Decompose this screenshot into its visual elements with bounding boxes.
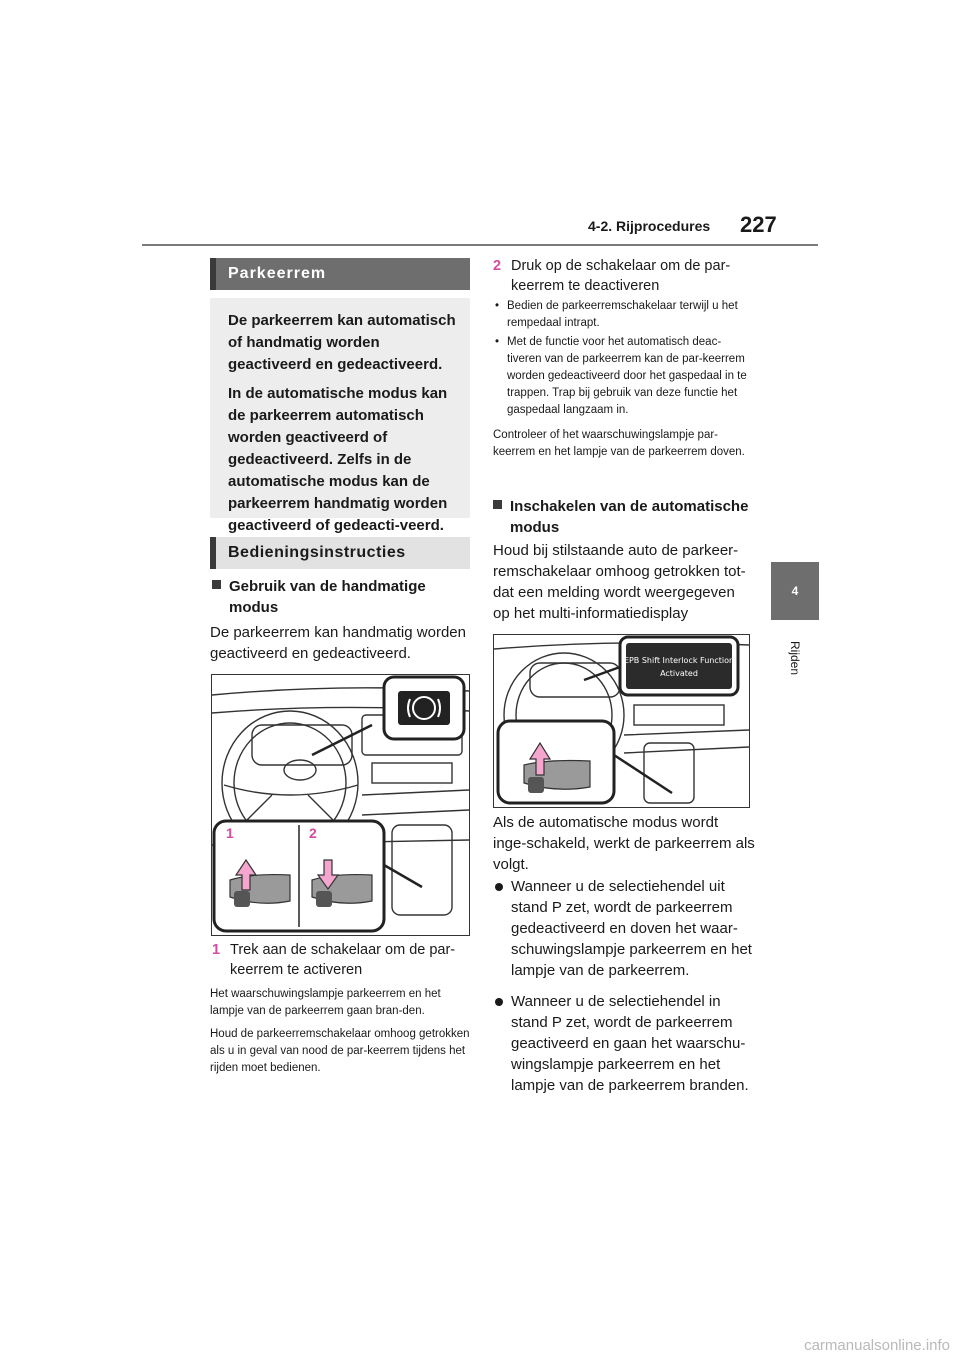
right-note: Controleer of het waarschuwingslampje par-keerrem en het lampje van de parkeerrem doven.: [493, 429, 745, 458]
heading-bedieningsinstructies: Bedieningsinstructies: [210, 537, 470, 569]
step-1: [212, 940, 470, 980]
subhead-handmatige-modus: [212, 576, 470, 618]
step-2: [493, 256, 751, 296]
left-notes: [210, 986, 472, 1083]
behavior-item-1: Wanneer u de selectiehendel uit stand P zet, wordt de parkeerrem gedeactiveerd en doven het waar-schuwingslampje parkeerrem en het lampje van de parkeerrem.: [493, 876, 755, 981]
step-2-text: Druk op de schakelaar om de par-keerrem te deactiveren: [511, 258, 731, 294]
section-title: 4-2. Rijprocedures: [588, 218, 711, 234]
square-bullet-icon: [493, 500, 502, 509]
step-1-text: Trek aan de schakelaar om de par-keerrem te activeren: [230, 942, 456, 978]
intro-paragraph-2: In de automatische modus kan de parkeerrem automatisch worden geactiveerd of gedeactiveerd. Zelfs in de automatische modus kan de parkeerrem handmatig worden geactiveerd of gedeacti-veerd.: [228, 385, 448, 534]
chapter-label: [771, 628, 819, 688]
bullet-note-1: • Bedien de parkeerremschakelaar terwijl u het rempedaal intrapt.: [493, 298, 751, 332]
right-bullet-notes: [493, 298, 751, 467]
right-items: [493, 876, 755, 1106]
header-divider: [142, 244, 818, 246]
left-note-1: Het waarschuwingslampje parkeerrem en het lampje van de parkeerrem gaan bran-den.: [210, 988, 441, 1017]
chapter-tab: 4: [771, 562, 819, 620]
square-bullet-icon: [212, 580, 221, 589]
right-body-text: Houd bij stilstaande auto de parkeer-remschakelaar omhoog getrokken tot-dat een melding wordt weergegeven op het multi-informatiedisplay: [493, 542, 746, 622]
figure-label-1: 1: [226, 825, 234, 841]
figure-label-2: 2: [309, 825, 317, 841]
automatic-mode-figure: [493, 634, 750, 808]
intro-paragraph-1: De parkeerrem kan automatisch of handmatig worden geactiveerd en gedeactiveerd.: [228, 312, 456, 373]
parking-brake-illustration: [212, 675, 469, 935]
step-2-number: 2: [493, 258, 502, 274]
subhead-automatische-modus: [493, 496, 753, 538]
left-body-text: De parkeerrem kan handmatig worden geactiveerd en gedeactiveerd.: [210, 624, 466, 662]
behavior-item-2: Wanneer u de selectiehendel in stand P zet, wordt de parkeerrem geactiveerd en gaan het waarschu-wingslampje parkeerrem en het lampje van de parkeerrem branden.: [493, 991, 755, 1096]
multi-info-display: [623, 643, 735, 689]
heading-parkeerrem: Parkeerrem: [210, 258, 470, 290]
page-number: 227: [740, 212, 777, 237]
subhead-text-2: modus: [229, 599, 279, 616]
intro-box: [210, 298, 470, 534]
chapter-label-text: Rijden: [788, 640, 802, 676]
display-line-2: Activated: [660, 669, 698, 678]
bullet-note-2: • Met de functie voor het automatisch deac-tiveren van de parkeerrem kan de par-keerrem worden gedeactiveerd door het gaspedaal in te trappen. Trap bij gebruik van deze functie het gaspedaal langzaam in.: [493, 334, 751, 419]
subhead-auto-text-1: Inschakelen van de automatische: [510, 498, 749, 515]
right-body-text-2: Als de automatische modus wordt inge-schakeld, werkt de parkeerrem als volgt.: [493, 814, 755, 873]
automatic-mode-illustration: [494, 635, 749, 807]
display-line-1: EPB Shift Interlock Function: [623, 656, 735, 665]
subhead-auto-text-2: modus: [510, 519, 560, 536]
parking-brake-figure: [211, 674, 470, 936]
left-note-2: Houd de parkeerremschakelaar omhoog getrokken als u in geval van nood de par-keerrem tijdens het rijden moet bedienen.: [210, 1028, 470, 1074]
watermark: carmanualsonline.info: [804, 1337, 950, 1354]
subhead-text-1: Gebruik van de handmatige: [229, 578, 426, 595]
step-1-number: 1: [212, 942, 221, 958]
